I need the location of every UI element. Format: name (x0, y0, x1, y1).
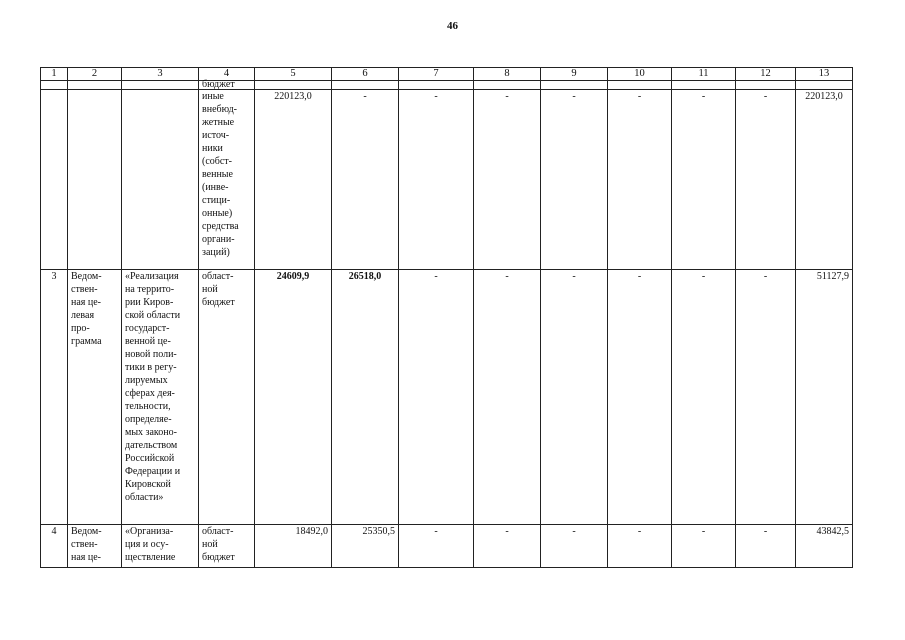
funding-source-cell: бюджет (199, 81, 255, 90)
program-type-cell (68, 81, 122, 90)
value-cell: - (608, 270, 672, 525)
value-cell (399, 81, 474, 90)
row-number-cell: 3 (41, 270, 68, 525)
value-cell: - (474, 525, 541, 568)
table-row (41, 525, 853, 568)
column-header: 10 (608, 68, 672, 81)
value-cell (541, 81, 608, 90)
funding-source-cell: област- ной бюджет (199, 525, 255, 568)
total-cell (796, 81, 853, 90)
budget-table (40, 67, 853, 568)
value-cell: - (672, 90, 736, 270)
program-name-cell (122, 90, 199, 270)
program-type-cell (68, 90, 122, 270)
value-cell: - (736, 270, 796, 525)
value-cell: - (608, 90, 672, 270)
column-header: 9 (541, 68, 608, 81)
total-cell: 220123,0 (796, 90, 853, 270)
table-row (41, 90, 853, 270)
value-cell: 26518,0 (332, 270, 399, 525)
total-cell: 51127,9 (796, 270, 853, 525)
value-cell: 220123,0 (255, 90, 332, 270)
value-cell: - (736, 525, 796, 568)
row-number-cell (41, 90, 68, 270)
value-cell: - (399, 525, 474, 568)
column-header: 2 (68, 68, 122, 81)
value-cell: - (399, 270, 474, 525)
value-cell: - (672, 270, 736, 525)
program-type-cell: Ведом- ствен- ная це- левая про- грамма (68, 270, 122, 525)
value-cell: - (736, 90, 796, 270)
column-number-row (41, 68, 853, 81)
column-header: 6 (332, 68, 399, 81)
program-name-cell: «Организа- ция и осу- ществление (122, 525, 199, 568)
value-cell: - (541, 90, 608, 270)
total-cell: 43842,5 (796, 525, 853, 568)
column-header: 8 (474, 68, 541, 81)
value-cell (474, 81, 541, 90)
program-name-cell (122, 81, 199, 90)
value-cell (608, 81, 672, 90)
program-name-cell: «Реализация на террито- рии Киров- ской области государст- венной це- новой поли- тики в регу- лируемых сферах дея- тельности, определяе- мых законо- дательством Российской Федерации и Кировской области» (122, 270, 199, 525)
funding-source-cell: иные внебюд- жетные источ- ники (собст- венные (инве- стици- онные) средства органи- заций) (199, 90, 255, 270)
value-cell: - (474, 90, 541, 270)
value-cell: - (541, 270, 608, 525)
row-number-cell: 4 (41, 525, 68, 568)
column-header: 3 (122, 68, 199, 81)
column-header: 1 (41, 68, 68, 81)
column-header: 13 (796, 68, 853, 81)
value-cell: - (541, 525, 608, 568)
value-cell (672, 81, 736, 90)
value-cell: 25350,5 (332, 525, 399, 568)
value-cell (736, 81, 796, 90)
funding-source-cell: област- ной бюджет (199, 270, 255, 525)
value-cell (255, 81, 332, 90)
value-cell: - (608, 525, 672, 568)
row-number-cell (41, 81, 68, 90)
value-cell: 18492,0 (255, 525, 332, 568)
page-number: 46 (447, 20, 458, 32)
value-cell: - (474, 270, 541, 525)
value-cell (332, 81, 399, 90)
program-type-cell: Ведом- ствен- ная це- (68, 525, 122, 568)
column-header: 7 (399, 68, 474, 81)
column-header: 12 (736, 68, 796, 81)
value-cell: - (332, 90, 399, 270)
value-cell: - (399, 90, 474, 270)
value-cell: - (672, 525, 736, 568)
value-cell: 24609,9 (255, 270, 332, 525)
column-header: 5 (255, 68, 332, 81)
column-header: 11 (672, 68, 736, 81)
table-row (41, 81, 853, 90)
column-header: 4 (199, 68, 255, 81)
table-row (41, 270, 853, 525)
